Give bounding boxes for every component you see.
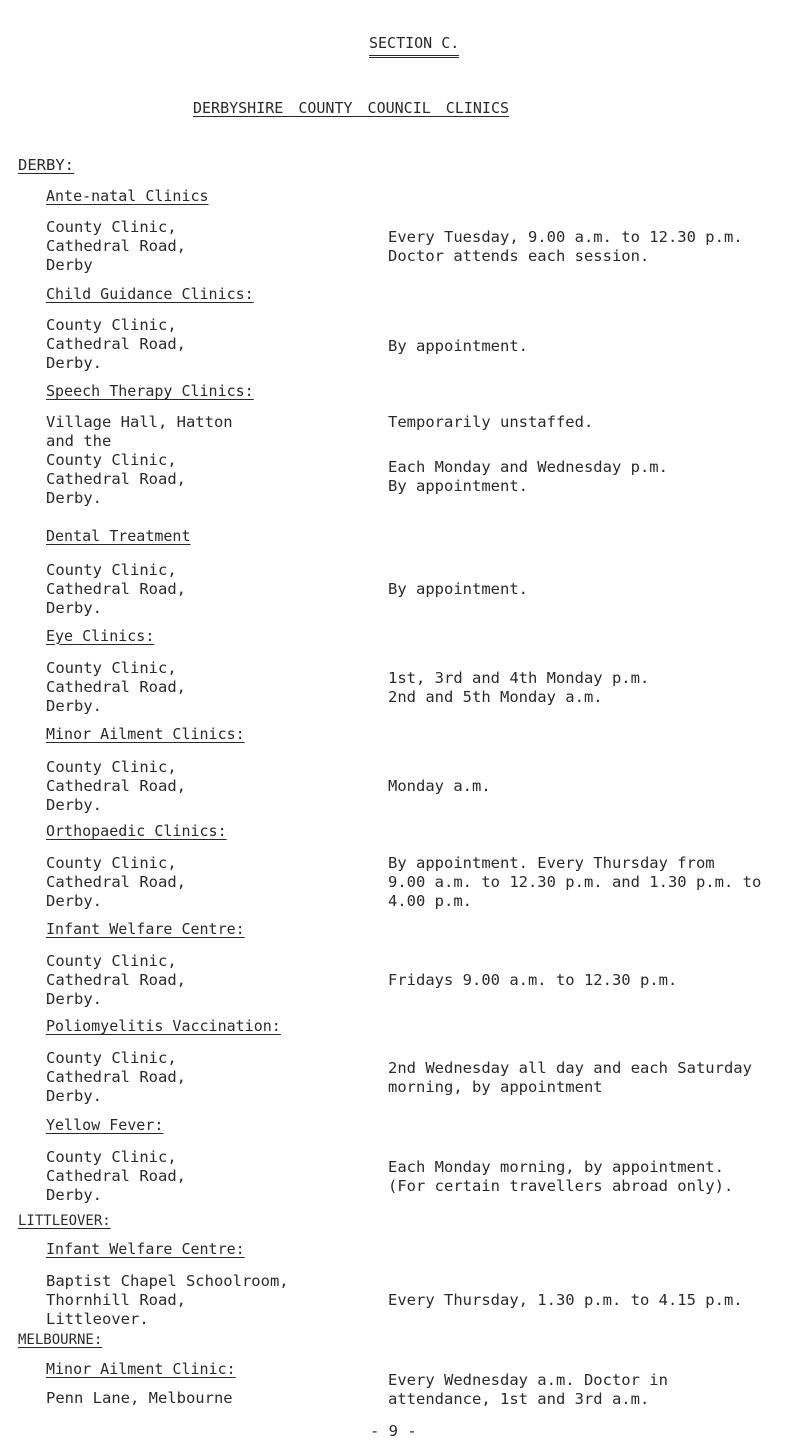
- location-line: Baptist Chapel Schoolroom,: [46, 1271, 289, 1290]
- location-line: Derby.: [46, 697, 102, 716]
- clinic-location: [46, 561, 186, 618]
- clinic-heading-dental: Dental Treatment: [46, 527, 191, 546]
- clinic-details: [388, 337, 528, 356]
- clinic-location: [46, 659, 186, 716]
- details-line: 9.00 a.m. to 12.30 p.m. and 1.30 p.m. to: [388, 873, 762, 892]
- clinic-details: [388, 1291, 743, 1310]
- clinic-details: [388, 228, 743, 266]
- location-line: Derby: [46, 256, 93, 275]
- clinic-heading-minor-ailment: Minor Ailment Clinics:: [46, 725, 245, 743]
- location-line: County Clinic,: [46, 315, 177, 334]
- location-line: County Clinic,: [46, 951, 177, 970]
- location-line: Penn Lane, Melbourne: [46, 1389, 233, 1408]
- clinic-details: [388, 580, 528, 599]
- location-line: Cathedral Road,: [46, 776, 186, 795]
- location-line: Village Hall, Hatton: [46, 413, 233, 432]
- clinic-details: [388, 1059, 752, 1097]
- details-line: By appointment.: [388, 580, 528, 599]
- location-line: Derby.: [46, 1185, 102, 1204]
- details-line: Every Tuesday, 9.00 a.m. to 12.30 p.m.: [388, 228, 743, 247]
- document-title: DERBYSHIRE COUNTY COUNCIL CLINICS: [193, 99, 510, 117]
- location-line: County Clinic,: [46, 854, 177, 873]
- clinic-location: [46, 1272, 289, 1329]
- location-line: Cathedral Road,: [46, 334, 186, 353]
- details-line: Temporarily unstaffed.: [388, 413, 594, 432]
- location-line: Derby.: [46, 892, 102, 911]
- clinic-details: [388, 1371, 668, 1409]
- details-line: By appointment.: [388, 477, 528, 496]
- page-number: - 9 -: [370, 1422, 417, 1440]
- details-line: Every Thursday, 1.30 p.m. to 4.15 p.m.: [388, 1290, 743, 1309]
- clinic-heading-orthopaedic: Orthopaedic Clinics:: [46, 822, 227, 841]
- location-line: Cathedral Road,: [46, 970, 186, 989]
- location-line: Derby.: [46, 1087, 102, 1106]
- details-line: Doctor attends each session.: [388, 247, 650, 266]
- details-line: 2nd and 5th Monday a.m.: [388, 688, 603, 707]
- clinic-details: [388, 413, 668, 496]
- location-line: Cathedral Road,: [46, 873, 186, 892]
- location-line: Cathedral Road,: [46, 1068, 186, 1087]
- clinic-location: [46, 1389, 233, 1408]
- clinic-location: [46, 316, 186, 373]
- details-line: Monday a.m.: [388, 776, 491, 795]
- location-line: Derby.: [46, 489, 102, 508]
- clinic-heading-poliomyelitis: Poliomyelitis Vaccination:: [46, 1017, 281, 1036]
- details-line: 4.00 p.m.: [388, 892, 472, 911]
- details-line: Every Wednesday a.m. Doctor in: [388, 1370, 668, 1389]
- area-heading-derby: DERBY:: [18, 155, 74, 174]
- location-line: Thornhill Road,: [46, 1290, 186, 1309]
- section-title: SECTION C.: [369, 33, 459, 58]
- location-line: Cathedral Road,: [46, 470, 186, 489]
- location-line: Cathedral Road,: [46, 678, 186, 697]
- details-line: morning, by appointment: [388, 1078, 603, 1097]
- details-line: By appointment.: [388, 336, 528, 355]
- details-line: Fridays 9.00 a.m. to 12.30 p.m.: [388, 970, 678, 989]
- location-line: Derby.: [46, 353, 102, 372]
- clinic-heading-speech-therapy: Speech Therapy Clinics:: [46, 382, 254, 401]
- location-line: County Clinic,: [46, 1147, 177, 1166]
- details-line: Each Monday and Wednesday p.m.: [388, 458, 668, 477]
- location-line: Derby.: [46, 795, 102, 814]
- location-line: County Clinic,: [46, 757, 177, 776]
- details-line: (For certain travellers abroad only).: [388, 1176, 734, 1195]
- location-line: County Clinic,: [46, 659, 177, 678]
- clinic-location: [46, 218, 186, 275]
- details-line: 1st, 3rd and 4th Monday p.m.: [388, 669, 650, 688]
- clinic-details: [388, 854, 761, 911]
- clinic-details: [388, 777, 491, 796]
- location-line: County Clinic,: [46, 218, 177, 237]
- clinic-details: [388, 971, 677, 990]
- clinic-heading-yellow-fever: Yellow Fever:: [46, 1115, 164, 1134]
- location-line: Derby.: [46, 598, 102, 617]
- clinic-location: [46, 413, 233, 508]
- clinic-heading-child-guidance: Child Guidance Clinics:: [46, 284, 254, 303]
- details-line: Each Monday morning, by appointment.: [388, 1157, 724, 1176]
- clinic-location: [46, 854, 186, 911]
- location-line: and the: [46, 432, 112, 451]
- clinic-heading-ante-natal: Ante-natal Clinics: [46, 186, 209, 205]
- clinic-heading-infant-welfare: Infant Welfare Centre:: [46, 919, 245, 938]
- location-line: County Clinic,: [46, 1049, 177, 1068]
- location-line: Littleover.: [46, 1309, 149, 1328]
- details-line: By appointment. Every Thursday from: [388, 854, 715, 873]
- clinic-heading-eye: Eye Clinics:: [46, 626, 155, 645]
- clinic-location: [46, 758, 186, 815]
- clinic-details: [388, 1158, 733, 1196]
- clinic-heading-melbourne-minor-ailment: Minor Ailment Clinic:: [46, 1360, 236, 1379]
- location-line: County Clinic,: [46, 451, 177, 470]
- clinic-location: [46, 1148, 186, 1205]
- clinic-heading-littleover-infant-welfare: Infant Welfare Centre:: [46, 1239, 245, 1258]
- clinic-location: [46, 952, 186, 1009]
- area-heading-littleover: LITTLEOVER:: [18, 1213, 111, 1230]
- clinic-location: [46, 1049, 186, 1106]
- location-line: Cathedral Road,: [46, 1166, 186, 1185]
- details-line: 2nd Wednesday all day and each Saturday: [388, 1059, 752, 1078]
- location-line: Cathedral Road,: [46, 237, 186, 256]
- location-line: County Clinic,: [46, 560, 177, 579]
- clinic-details: [388, 669, 649, 707]
- details-line: attendance, 1st and 3rd a.m.: [388, 1389, 650, 1408]
- location-line: Cathedral Road,: [46, 579, 186, 598]
- location-line: Derby.: [46, 989, 102, 1008]
- area-heading-melbourne: MELBOURNE:: [18, 1331, 103, 1348]
